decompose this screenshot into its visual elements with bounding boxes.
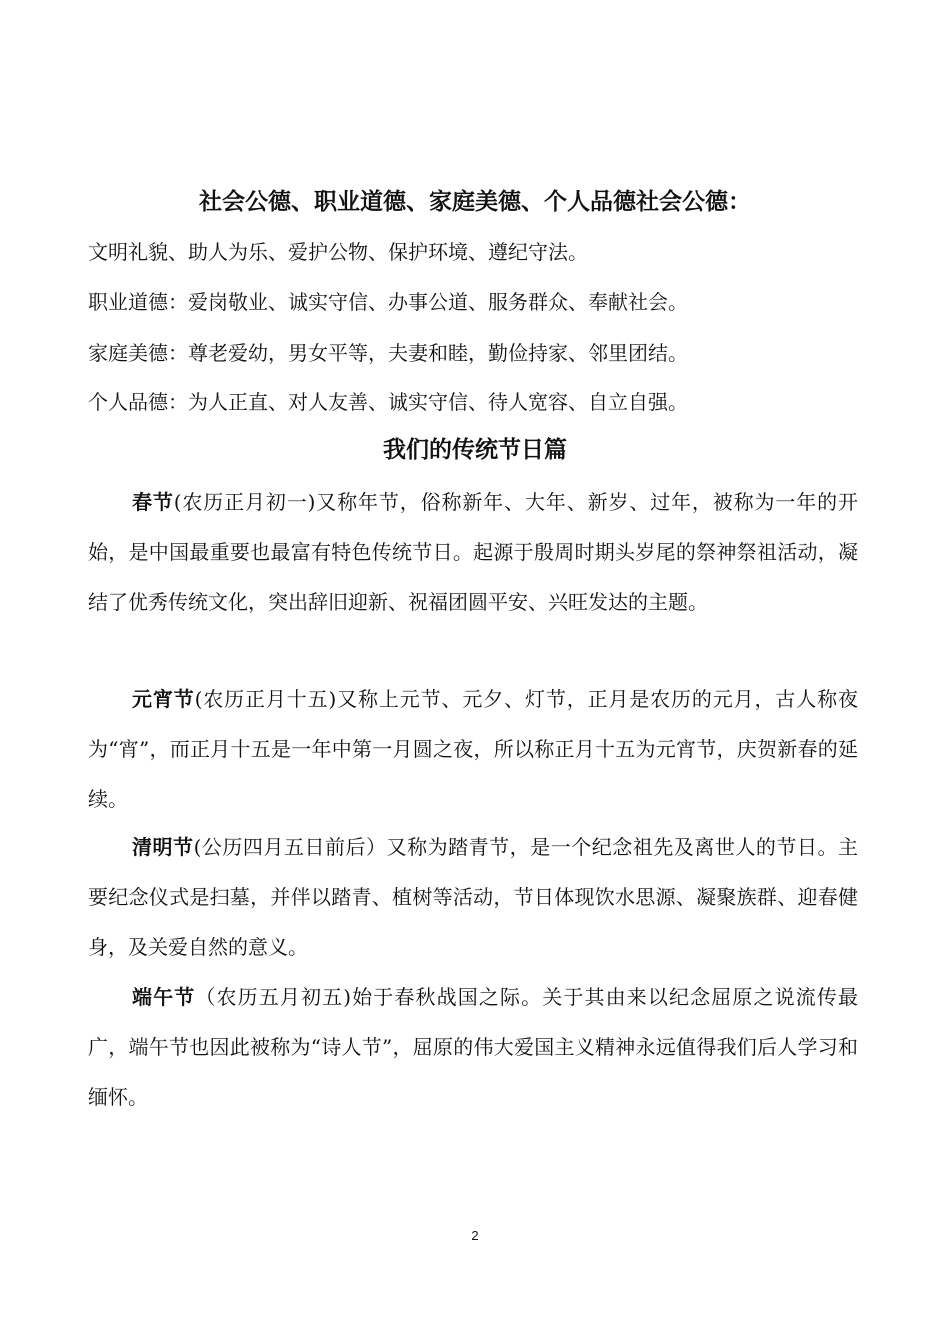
festivals-heading: 我们的传统节日篇 [383,437,567,463]
personal-character-line: 个人品德：为人正直、对人友善、诚实守信、待人宽容、自立自强。 [88,390,688,414]
festival-description: (农历正月十五)又称上元节、元夕、灯节，正月是农历的元月，古人称夜为“宵”，而正月十五是一年中第一月圆之夜，所以称正月十五为元宵节，庆贺新春的延续。 [88,687,859,811]
festival-term: 春节 [132,490,174,514]
festival-term: 清明节 [132,835,194,859]
family-virtues-line: 家庭美德：尊老爱幼，男女平等，夫妻和睦，勤俭持家、邻里团结。 [88,341,688,365]
festival-description: (公历四月五日前后）又称为踏青节，是一个纪念祖先及离世人的节日。主要纪念仪式是扫墓，并伴以踏青、植树等活动，节日体现饮水思源、凝聚族群、迎春健身，及关爱自然的意义。 [88,835,858,959]
festival-term: 元宵节 [132,687,195,711]
morals-heading: 社会公德、职业道德、家庭美德、个人品德社会公德： [199,189,751,215]
festival-description: (农历正月初一)又称年节，俗称新年、大年、新岁、过年，被称为一年的开始，是中国最重要也最富有特色传统节日。起源于殷周时期头岁尾的祭神祭祖活动，凝结了优秀传统文化，突出辞旧迎新、祝福团圆平安、兴旺发达的主题。 [88,490,859,614]
festival-term: 端午节 [132,985,196,1009]
festival-description: （农历五月初五)始于春秋战国之际。关于其由来以纪念屈原之说流传最广，端午节也因此被称为“诗人节”，屈原的伟大爱国主义精神永远值得我们后人学习和缅怀。 [88,985,858,1109]
festival-paragraph-spring [88,477,858,627]
social-morality-line: 文明礼貌、助人为乐、爱护公物、保护环境、遵纪守法。 [88,240,588,264]
professional-ethics-line: 职业道德：爱岗敬业、诚实守信、办事公道、服务群众、奉献社会。 [88,290,688,314]
festival-paragraph-dragon-boat [88,972,858,1122]
page-number: 2 [471,1228,479,1243]
festival-paragraph-qingming [88,822,858,972]
festival-paragraph-lantern [88,674,858,824]
